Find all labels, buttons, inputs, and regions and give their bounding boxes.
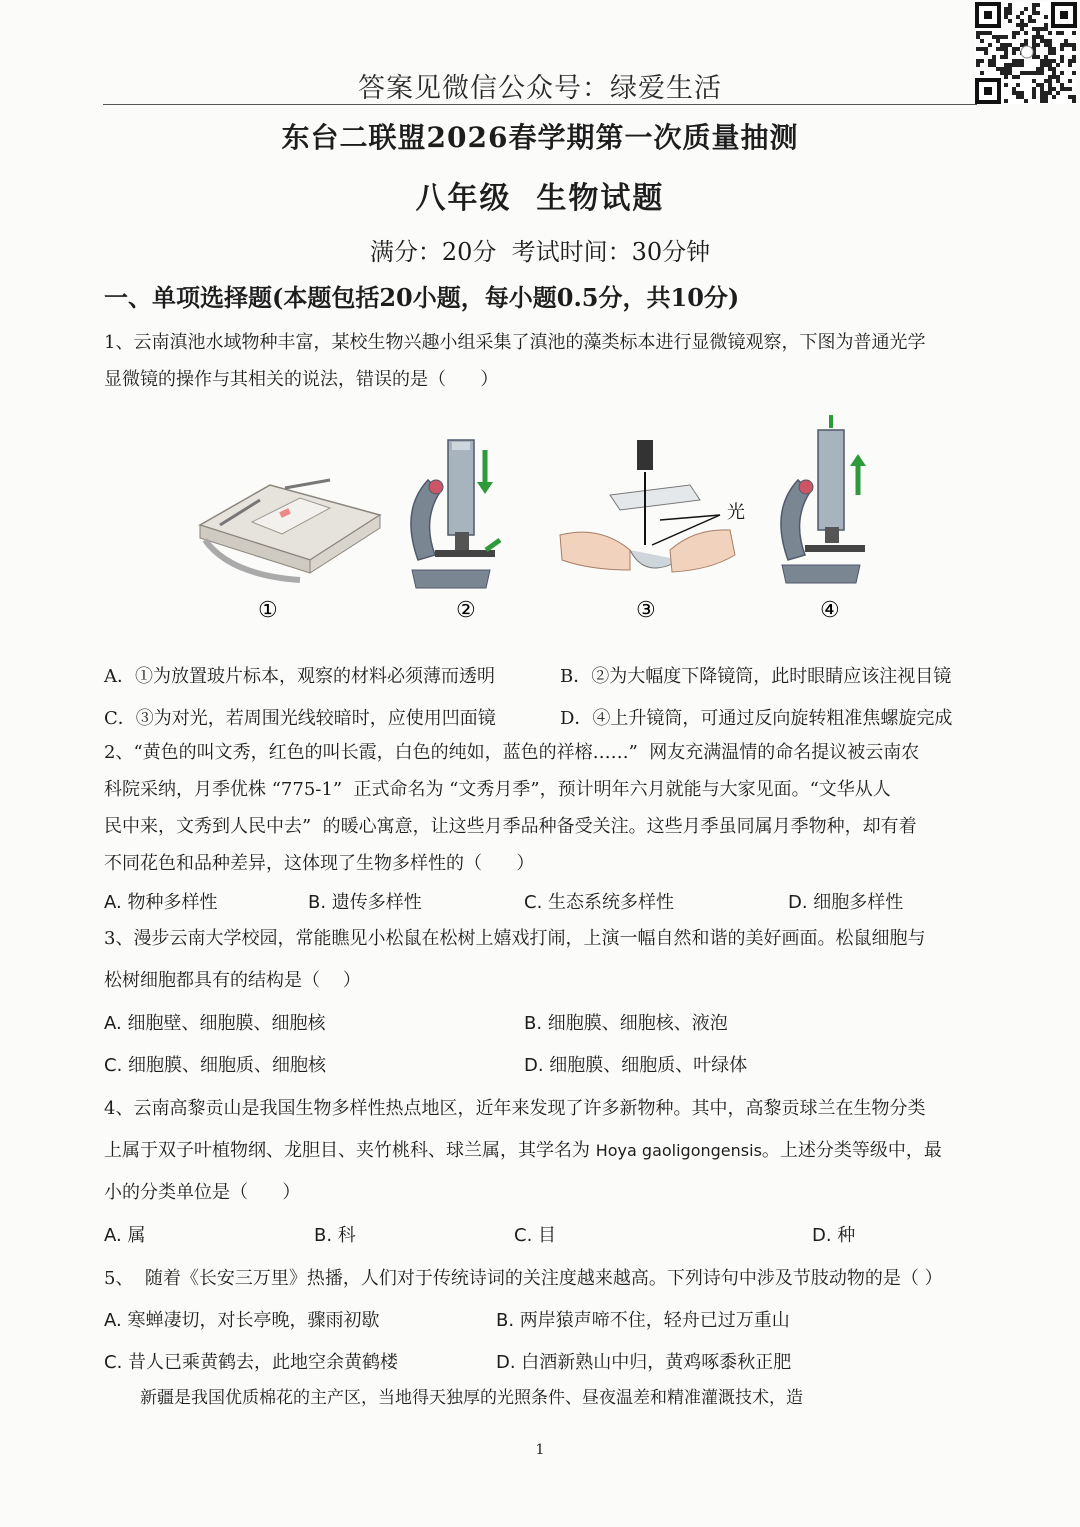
page-number: 1: [535, 1442, 545, 1458]
figure-hands-light: [560, 440, 745, 572]
q4-line2-text-a: 上属于双子叶植物纲、龙胆目、夹竹桃科、球兰属，其学名为: [104, 1140, 596, 1161]
header-divider: [103, 104, 977, 105]
q6-line1: 新疆是我国优质棉花的主产区，当地得天独厚的光照条件、昼夜温差和精准灌溉技术，造: [140, 1388, 803, 1408]
q1-option-b: B．②为大幅度下降镜筒，此时眼睛应该注视目镜: [560, 666, 952, 687]
q1-option-a: A．①为放置玻片标本，观察的材料必须薄而透明: [104, 666, 495, 687]
q3-line1: 3、漫步云南大学校园，常能瞧见小松鼠在松树上嬉戏打闹，上演一幅自然和谐的美好画面。松鼠细胞与: [104, 928, 926, 949]
q5-option-d: D. 白酒新熟山中归，黄鸡啄黍秋正肥: [496, 1352, 792, 1373]
q3-line2: 松树细胞都具有的结构是（ ）: [104, 970, 361, 991]
q2-option-c: C. 生态系统多样性: [524, 892, 675, 913]
q4-line2: [104, 1136, 942, 1162]
figure-microscope-lowering: [411, 440, 500, 588]
q5-line1: 5、 随着《长安三万里》热播，人们对于传统诗词的关注度越来越高。下列诗句中涉及节肢动物的是（ ）: [104, 1268, 943, 1289]
figure-label-3: ③: [636, 598, 656, 623]
q5-option-b: B. 两岸猿声啼不住，轻舟已过万重山: [496, 1310, 790, 1331]
light-label: 光: [727, 502, 745, 523]
q4-option-c: C. 目: [514, 1225, 557, 1246]
q4-line3: 小的分类单位是（ ）: [104, 1182, 301, 1203]
q2-option-d: D. 细胞多样性: [788, 892, 904, 913]
q1-option-c: C．③为对光，若周围光线较暗时，应使用凹面镜: [104, 708, 496, 729]
q4-line1: 4、云南高黎贡山是我国生物多样性热点地区，近年来发现了许多新物种。其中，高黎贡球兰在生物分类: [104, 1098, 926, 1119]
q5-option-c: C. 昔人已乘黄鹤去，此地空余黄鹤楼: [104, 1352, 399, 1373]
q2-line1: 2、“黄色的叫文秀，红色的叫长霞，白色的纯如，蓝色的祥榕……” 网友充满温情的命名提议被云南农: [104, 742, 920, 763]
q4-scientific-name: Hoya gaoligongensis: [595, 1141, 762, 1160]
microscope-figure: [190, 410, 890, 640]
q3-option-a: A. 细胞壁、细胞膜、细胞核: [104, 1013, 326, 1034]
q4-option-d: D. 种: [812, 1225, 856, 1246]
q1-option-d: D．④上升镜筒，可通过反向旋转粗准焦螺旋完成: [560, 708, 953, 729]
q2-option-a: A. 物种多样性: [104, 892, 218, 913]
figure-label-2: ②: [456, 598, 476, 623]
q1-line2: 显微镜的操作与其相关的说法，错误的是（ ）: [104, 369, 499, 390]
q3-option-d: D. 细胞膜、细胞质、叶绿体: [524, 1055, 748, 1076]
q4-line2-text-c: 。上述分类等级中，最: [761, 1140, 942, 1161]
figure-label-1: ①: [258, 598, 278, 623]
q2-line3: 民中来，文秀到人民中去” 的暖心寓意，让这些月季品种备受关注。这些月季虽同属月季物种，却有着: [104, 816, 917, 837]
q1-line1: 1、云南滇池水域物种丰富，某校生物兴趣小组采集了滇池的藻类标本进行显微镜观察，下图为普通光学: [104, 332, 926, 353]
exam-meta: 满分：20分 考试时间：30分钟: [369, 238, 711, 266]
exam-title: 东台二联盟2026春学期第一次质量抽测: [281, 121, 799, 154]
figure-label-4: ④: [820, 598, 840, 623]
q5-option-a: A. 寒蝉凄切，对长亭晚，骤雨初歇: [104, 1310, 380, 1331]
q3-option-b: B. 细胞膜、细胞核、液泡: [524, 1013, 728, 1034]
q4-option-a: A. 属: [104, 1225, 146, 1246]
q3-option-c: C. 细胞膜、细胞质、细胞核: [104, 1055, 327, 1076]
q2-line4: 不同花色和品种差异，这体现了生物多样性的（ ）: [104, 853, 535, 874]
q2-line2: 科院采纳，月季优株 “775-1” 正式命名为 “文秀月季”，预计明年六月就能与大家见面。“文华从人: [104, 779, 891, 800]
section-heading: 一、单项选择题(本题包括20小题，每小题0.5分，共10分): [104, 283, 740, 312]
figure-microscope-raising: [781, 415, 866, 583]
header-note: 答案见微信公众号：绿爱生活: [358, 73, 722, 104]
exam-subtitle: 八年级 生物试题: [415, 181, 665, 216]
figure-stage-slide: [200, 480, 380, 580]
q2-option-b: B. 遗传多样性: [308, 892, 422, 913]
q4-option-b: B. 科: [314, 1225, 356, 1246]
